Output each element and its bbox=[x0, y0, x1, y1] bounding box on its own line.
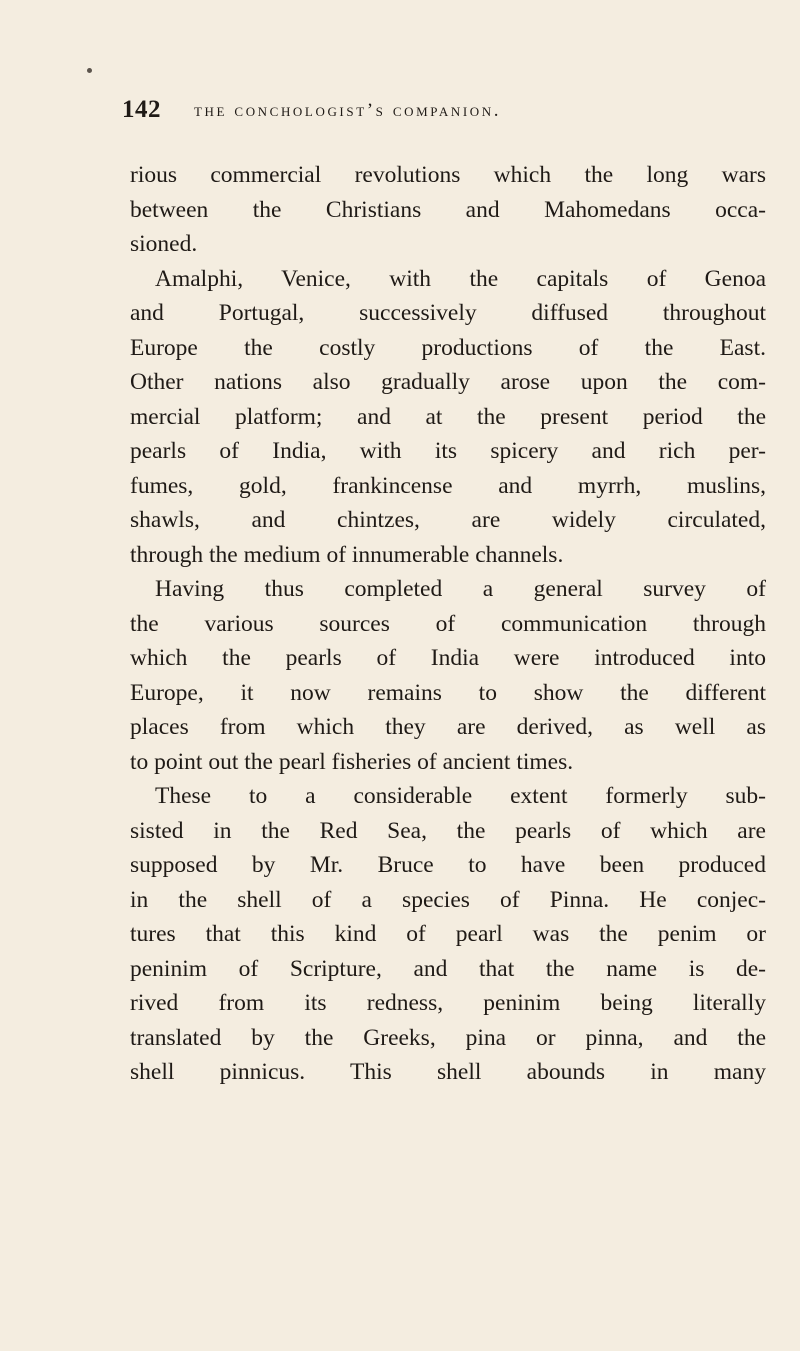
text-line: Having thus completed a general survey of bbox=[155, 576, 766, 602]
ink-speck bbox=[87, 68, 92, 73]
text-line: which the pearls of India were introduced into bbox=[130, 645, 766, 671]
text-line: rious commercial revolutions which the long wars bbox=[130, 162, 766, 188]
text-line: Europe the costly productions of the East. bbox=[130, 335, 766, 361]
text-line: Amalphi, Venice, with the capitals of Genoa bbox=[155, 266, 766, 292]
text-line: through the medium of innumerable channels. bbox=[130, 542, 564, 568]
running-head bbox=[122, 96, 722, 124]
running-title: the conchologist’s companion. bbox=[194, 100, 502, 121]
page-number: 142 bbox=[122, 96, 161, 123]
text-line: These to a considerable extent formerly sub- bbox=[155, 783, 766, 809]
text-line: translated by the Greeks, pina or pinna, and the bbox=[130, 1025, 766, 1051]
text-line: Europe, it now remains to show the different bbox=[130, 680, 766, 706]
text-line: Other nations also gradually arose upon the com- bbox=[130, 369, 766, 395]
text-line: places from which they are derived, as well as bbox=[130, 714, 766, 740]
text-line: to point out the pearl fisheries of ancient times. bbox=[130, 749, 574, 775]
text-line: peninim of Scripture, and that the name is de- bbox=[130, 956, 766, 982]
text-line: rived from its redness, peninim being literally bbox=[130, 990, 766, 1016]
text-line: tures that this kind of pearl was the penim or bbox=[130, 921, 766, 947]
text-line: fumes, gold, frankincense and myrrh, muslins, bbox=[130, 473, 766, 499]
text-line: the various sources of communication through bbox=[130, 611, 766, 637]
text-line: supposed by Mr. Bruce to have been produced bbox=[130, 852, 766, 878]
text-line: sioned. bbox=[130, 231, 198, 257]
text-line: shell pinnicus. This shell abounds in many bbox=[130, 1059, 766, 1085]
text-line: between the Christians and Mahomedans occa- bbox=[130, 197, 766, 223]
text-line: sisted in the Red Sea, the pearls of which are bbox=[130, 818, 766, 844]
text-line: and Portugal, successively diffused throughout bbox=[130, 300, 766, 326]
text-line: mercial platform; and at the present period the bbox=[130, 404, 766, 430]
text-line: shawls, and chintzes, are widely circulated, bbox=[130, 507, 766, 533]
text-line: in the shell of a species of Pinna. He conjec- bbox=[130, 887, 766, 913]
text-line: pearls of India, with its spicery and rich per- bbox=[130, 438, 766, 464]
